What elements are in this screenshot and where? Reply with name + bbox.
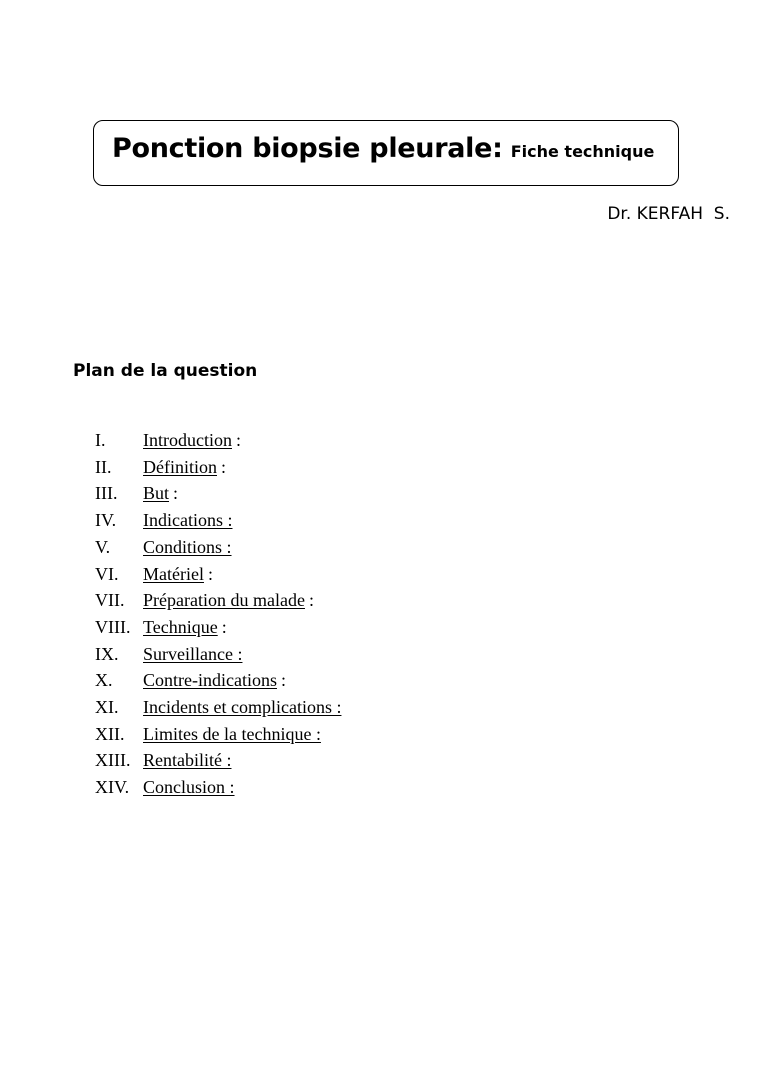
toc-item-label: Contre-indications [143,670,277,691]
toc-item-number: XIV. [95,777,130,798]
toc-item-label: Matériel [143,563,204,584]
title-box [93,120,679,186]
toc-item [95,561,341,588]
toc-item [95,454,341,481]
toc-item-suffix: : [235,430,241,450]
toc-item [95,774,341,801]
toc-item [95,480,341,507]
toc-item [95,721,341,748]
toc-item [95,694,341,721]
toc-item-suffix: : [221,616,227,637]
toc-item-label: Introduction [143,430,232,450]
toc-item-number: VIII. [95,616,131,637]
toc-item-number: V. [95,536,111,557]
toc-item-label: Indications : [143,510,233,531]
toc-item-label: Rentabilité : [143,750,232,771]
plan-heading: Plan de la question [73,361,258,381]
document-title: Ponction biopsie pleurale: [112,133,503,164]
title-line [112,133,654,164]
toc-item-label: Technique [143,616,218,637]
toc-item-label: Surveillance : [143,643,243,664]
toc-item-number: I. [95,430,106,450]
toc-item-number: III. [95,483,118,504]
toc-item [95,641,341,668]
toc-item-label: Préparation du malade [143,590,305,611]
toc-item-number: XIII. [95,750,131,771]
toc-item-suffix: : [207,563,213,584]
toc-item [95,587,341,614]
toc-item-number: IV. [95,510,117,531]
toc-item-number: VI. [95,563,119,584]
table-of-contents [95,427,341,801]
toc-item-suffix: : [280,670,286,691]
toc-item-number: XI. [95,697,119,718]
toc-item-label: Définition [143,456,217,477]
toc-item-number: X. [95,670,113,691]
toc-item [95,427,341,454]
toc-item [95,507,341,534]
toc-item [95,534,341,561]
toc-item [95,667,341,694]
toc-item-label: Incidents et complications : [143,697,342,718]
toc-item-number: IX. [95,643,119,664]
toc-item-label: Conditions : [143,536,232,557]
document-subtitle: Fiche technique [510,142,655,161]
toc-item-suffix: : [173,483,179,504]
toc-item [95,614,341,641]
toc-item-number: XII. [95,723,125,744]
toc-item-label: Limites de la technique : [143,723,321,744]
toc-item-number: VII. [95,590,125,611]
toc-item-label: But [143,483,170,504]
toc-item-suffix: : [221,456,227,477]
toc-item [95,747,341,774]
author: Dr. KERFAH S. [607,204,730,224]
toc-item-number: II. [95,456,112,477]
toc-item-suffix: : [308,590,314,611]
toc-item-label: Conclusion : [143,777,235,798]
